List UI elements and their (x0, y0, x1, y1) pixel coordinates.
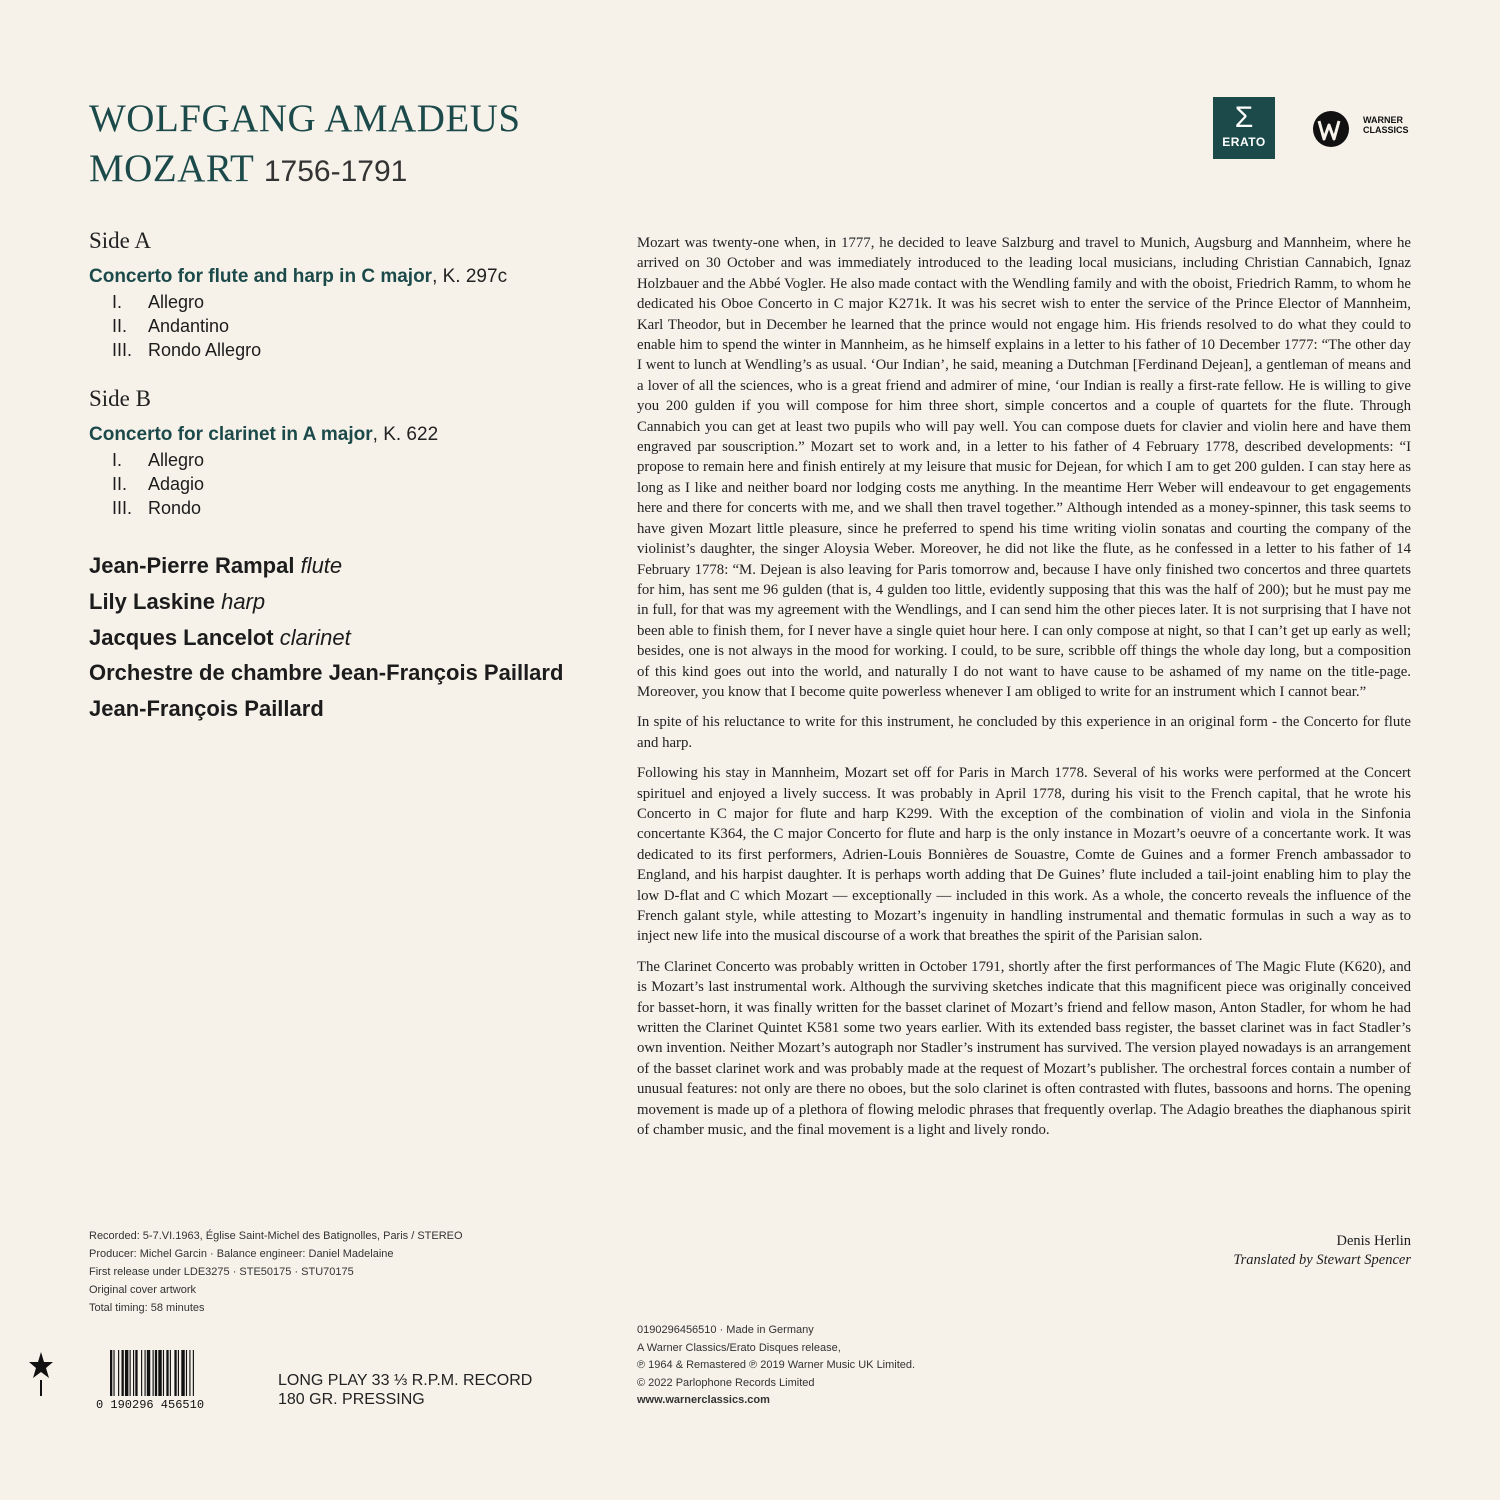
recording-info-line: First release under LDE3275 · STE50175 · STU70175 (89, 1266, 354, 1278)
erato-sigma-icon: Σ (1234, 101, 1254, 134)
recording-info-line: Producer: Michel Garcin · Balance engineer: Daniel Madelaine (89, 1248, 394, 1260)
side-a-work (89, 266, 629, 288)
essay-paragraph: In spite of his reluctance to write for this instrument, he concluded by this experience in an original form - the Concerto for flute and harp. (637, 714, 1411, 751)
performer-instrument: flute (300, 553, 343, 578)
essay-author: Denis Herlin (1336, 1233, 1411, 1249)
warner-w-icon (1311, 109, 1357, 149)
pressing-line1: LONG PLAY 33 ⅓ R.P.M. RECORD (278, 1372, 533, 1389)
performers-list (89, 548, 563, 727)
pressing-info (278, 1371, 532, 1409)
side-a-catalog: , K. 297c (432, 266, 508, 287)
side-a-label: Side A (89, 228, 151, 253)
essay-credit (1150, 1232, 1411, 1270)
warner-classics-logo (1311, 109, 1421, 149)
liner-notes (637, 233, 1411, 1150)
performer (89, 584, 563, 620)
side-a-movements (89, 290, 629, 362)
barcode-digits: 0 190296 456510 (96, 1398, 205, 1412)
recording-info-line: Total timing: 58 minutes (89, 1302, 205, 1314)
movement-title: Adagio (148, 474, 205, 494)
performer-name: Jean-François Paillard (89, 696, 324, 722)
performer-name: Jacques Lancelot (89, 624, 274, 650)
composer-title (89, 94, 521, 197)
performer (89, 655, 563, 691)
movement-item (89, 496, 629, 520)
movement-number: II. (112, 474, 128, 494)
movement-number: III. (112, 498, 133, 518)
performer-name: Lily Laskine (89, 588, 215, 614)
barcode-bars (96, 1350, 241, 1396)
legal-line: © 2022 Parlophone Records Limited (637, 1376, 815, 1389)
movement-number: I. (112, 292, 123, 312)
essay-paragraph: Mozart was twenty-one when, in 1777, he decided to leave Salzburg and travel to Munich, Augsburg and Mannheim, where he arrived on 30 October and was immediately introduced to the leading local musicians, including Christian Cannabich, Ignaz Holzbauer and the Abbé Vogler. He also made contact with the Wendling family and with the oboist, Friedrich Ramm, to whom he dedicated his Oboe Concerto in C major K271k. It was his secret wish to enter the service of the Prince Elector of Mannheim, Karl Theodor, but in December he learned that the prince would not engage him. His friends resolved to do what they could to enable him to spend the winter in Mannheim, as he himself explains in a letter to his father of 10 December 1777: “The other day I went to lunch at Wendling’s as usual. ‘Our Indian’, he said, meaning a Dutchman [Ferdinand Dejean], a gentleman of means and a lover of all the sciences, who is a great friend and admirer of mine, ‘our Indian is really a first-rate fellow. He is willing to give you 200 gulden if you will compose for him three short, simple concertos and a couple of quartets for the flute. Through Cannabich you can get at least two pupils who will pay well. You can compose duets for clavier and violin here and have them engraved par souscription.” Mozart set to work and, in a letter to his father of 4 February 1778, described developments: “I propose to remain here and finish entirely at my leisure that music for Dejean, for which I am to get 200 gulden. I can stay here as long as I like and neither board nor lodging costs me anything. In the meantime Herr Weber will endeavour to get engagements here and there for concerts with me, and we shall then travel together.” Although intended as a money-spinner, this task seems to have given Mozart little pleasure, since he preferred to spend his time writing violin sonatas and courting the company of the violinist’s daughter, the singer Aloysia Weber. Moreover, he did not like the flute, as he confessed in a letter to his father of 14 February 1778: “M. Dejean is also leaving for Paris tomorrow and, because I have only finished two concertos and three quartets for him, has sent me 96 gulden (that is, 4 gulden too little, evidently supposing that this was the half of 200); but he must pay me in full, for that was my agreement with the Wendlings, and I can send him the other pieces later. It is not surprising that I have not been able to finish them, for I never have a single quiet hour here. I can only compose at night, so that I can’t get up early as well; besides, one is not always in the mood for working. I could, to be sure, scribble off things the whole day long, but a composition of this kind goes out into the world, and naturally I do not want to have cause to be ashamed of my name on the title-page. Moreover, you know that I become quite powerless whenever I am obliged to write for an instrument which I cannot bear.” (637, 235, 1411, 700)
composer-dates: 1756-1791 (263, 155, 408, 188)
erato-logo (1213, 97, 1275, 159)
recording-info-line: Recorded: 5-7.VI.1963, Église Saint-Michel des Batignolles, Paris / STEREO (89, 1230, 463, 1242)
legal-line: A Warner Classics/Erato Disques release, (637, 1341, 841, 1354)
erato-logo-text: ERATO (1222, 135, 1266, 149)
performer-instrument: harp (221, 588, 266, 614)
warner-classics-text (1363, 115, 1409, 135)
movement-title: Allegro (148, 450, 205, 470)
website-link[interactable]: www.warnerclassics.com (637, 1394, 770, 1407)
track-listing (89, 228, 629, 544)
performer (89, 548, 563, 584)
performer (89, 691, 563, 727)
essay-paragraph: Following his stay in Mannheim, Mozart set off for Paris in March 1778. Several of his works were performed at the Concert spirituel and enjoyed a lively success. It was probably in April 1778, during his visit to the French capital, that he wrote his Concerto in C major for flute and harp K299. With the exception of the combination of violin and viola in the Sinfonia concertante K364, the C major Concerto for flute and harp is the only instance in Mozart’s oeuvre of a concertante work. It was dedicated to its first performers, Adrien-Louis Bonnières de Souastre, Comte de Guines and a former French ambassador to England, and his harpist daughter. It is perhaps worth adding that De Guines’ flute included a tail-joint enabling him to play the low D-flat and C which Mozart — exceptionally — included in this work. As a whole, the concerto reveals the influence of the French galant style, while attesting to Mozart’s ingenuity in handling instrumental and thematic formulas in such a way as to inject new life into the musical discourse of a work that breathes the spirit of the Parisian salon. (637, 765, 1411, 945)
movement-item (89, 290, 629, 314)
warner-text-line2: CLASSICS (1363, 125, 1409, 135)
composer-line2: MOZART (89, 147, 254, 190)
star-logo-icon (29, 1350, 53, 1398)
legal-line: 0190296456510 · Made in Germany (637, 1324, 814, 1336)
recording-info-line: Original cover artwork (89, 1284, 196, 1296)
movement-title: Rondo (148, 498, 202, 518)
side-b-work (89, 424, 629, 446)
performer (89, 620, 563, 656)
barcode (96, 1350, 241, 1412)
movement-item (89, 448, 629, 472)
pressing-line2: 180 GR. PRESSING (278, 1391, 425, 1408)
warner-text-line1: WARNER (1363, 115, 1403, 125)
side-b-catalog: , K. 622 (372, 424, 439, 445)
movement-title: Andantino (148, 316, 230, 336)
essay-paragraph: The Clarinet Concerto was probably written in October 1791, shortly after the first performances of The Magic Flute (K620), and is Mozart’s last instrumental work. Although the surviving sketches indicate that this magnificent piece was originally conceived for basset-horn, it was finally written for the basset clarinet of Mozart’s friend and fellow mason, Anton Stadler, for whom he had written the Clarinet Quintet K581 some two years earlier. With its extended bass register, the basset clarinet was in fact Stadler’s own invention. Neither Mozart’s autograph nor Stadler’s instrument has survived. The version played nowadays is an arrangement of the basset clarinet work and was probably made at the request of Mozart’s publisher. The orchestral forces contain a number of unusual features: not only are there no oboes, but the solo clarinet is often contrasted with flutes, bassoons and horns. The opening movement is made up of a plethora of flowing melodic phrases that frequently overlap. The Adagio breathes the diaphanous spirit of chamber music, and the final movement is a light and lively rondo. (637, 958, 1411, 1139)
performer-name: Orchestre de chambre Jean-François Paillard (89, 660, 564, 686)
movement-title: Rondo Allegro (148, 340, 262, 360)
movement-title: Allegro (148, 292, 205, 312)
movement-item (89, 472, 629, 496)
side-a-work-title: Concerto for flute and harp in C major (89, 266, 433, 287)
performer-instrument: clarinet (279, 624, 351, 650)
movement-number: I. (112, 450, 123, 470)
side-b-label: Side B (89, 386, 151, 411)
movement-item (89, 338, 629, 362)
movement-item (89, 314, 629, 338)
side-b-movements (89, 448, 629, 520)
essay-translator: Translated by Stewart Spencer (1233, 1252, 1411, 1268)
recording-info (89, 1227, 463, 1317)
legal-line: ℗ 1964 & Remastered ℗ 2019 Warner Music UK Limited. (637, 1359, 916, 1372)
side-b-work-title: Concerto for clarinet in A major (89, 424, 373, 445)
movement-number: II. (112, 316, 128, 336)
composer-line1: WOLFGANG AMADEUS (89, 97, 521, 140)
performer-name: Jean-Pierre Rampal (89, 553, 295, 578)
movement-number: III. (112, 340, 133, 360)
legal-info (637, 1322, 915, 1410)
